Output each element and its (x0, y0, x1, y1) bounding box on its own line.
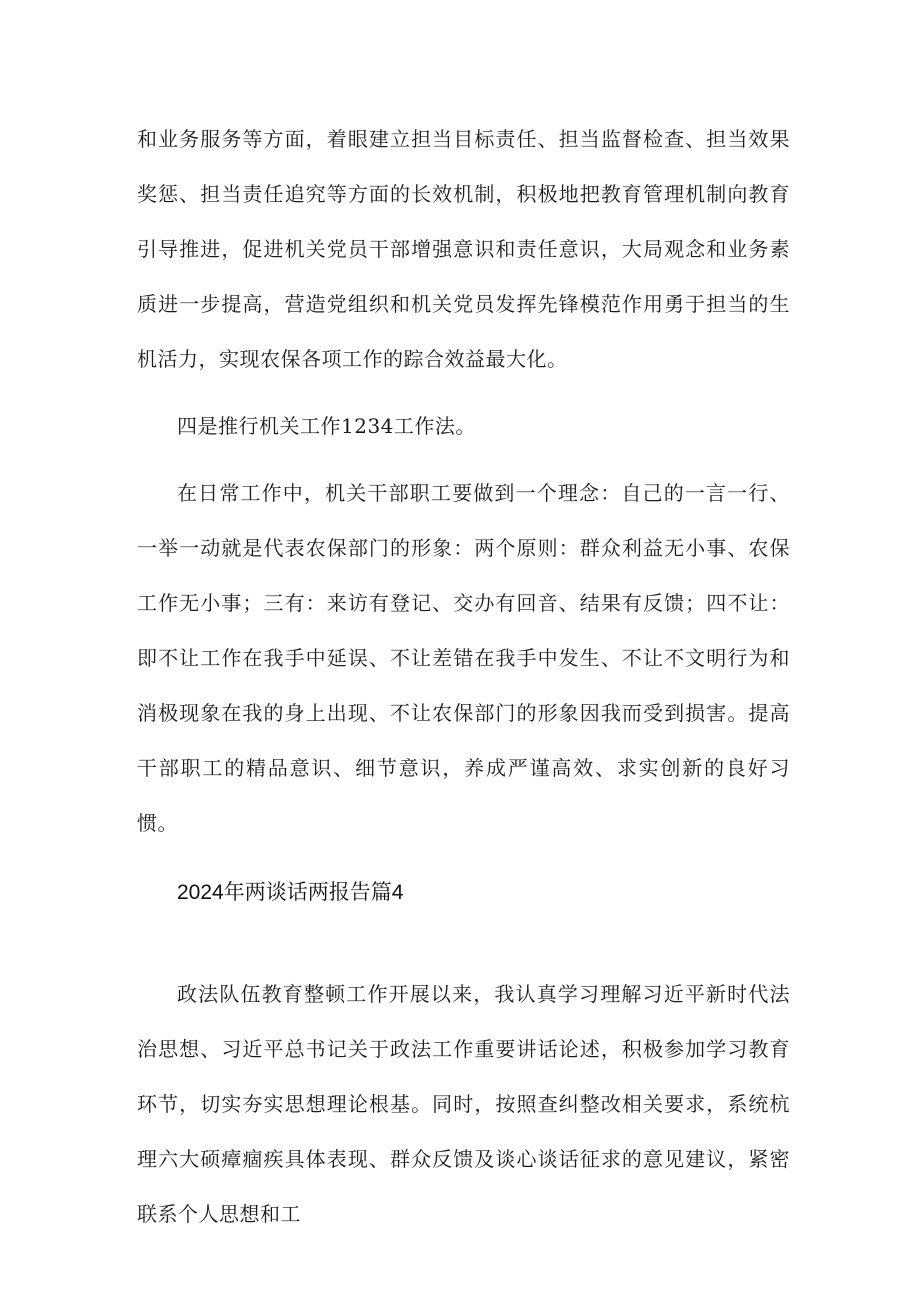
paragraph-1234-worklaw: 四是推行机关工作1234工作法。 (177, 414, 476, 438)
paragraph-daily-work-principles: 在日常工作中，机关干部职工要做到一个理念：自己的一言一行、一举一动就是代表农保部门的形象：两个原则：群众利益无小事、农保工作无小事；三有：来访有登记、交办有回音、结果有反馈；四不让：即不让工作在我手中延误、不让差错在我手中发生、不让不文明行为和消极现象在我的身上出现、不让农保部门的形象因我而受到损害。提高干部职工的精品意识、细节意识，养成严谨高效、求实创新的良好习惯。 (137, 481, 790, 835)
paragraph-continued-from-previous-page: 和业务服务等方面，着眼建立担当目标责任、担当监督检查、担当效果奖惩、担当责任追究等方面的长效机制，积极地把教育管理机制向教育引导推进，促进机关党员干部增强意识和责任意识，大局观念和业务素质进一步提高，营造党组织和机关党员发挥先锋模范作用勇于担当的生机活力，实现农保各项工作的踪合效益最大化。 (137, 127, 790, 371)
paragraph-political-legal-education: 政法队伍教育整顿工作开展以来，我认真学习理解习近平新时代法治思想、习近平总书记关于政法工作重要讲话论述，积极参加学习教育环节，切实夯实思想理论根基。同时，按照查纠整改相关要求，系统杭理六大硕瘴痼疾具体表现、群众反馈及谈心谈话征求的意见建议，紧密联系个人思想和工 (137, 982, 790, 1226)
section-heading-2024-report-part4: 2024年两谈话两报告篇4 (177, 881, 404, 904)
